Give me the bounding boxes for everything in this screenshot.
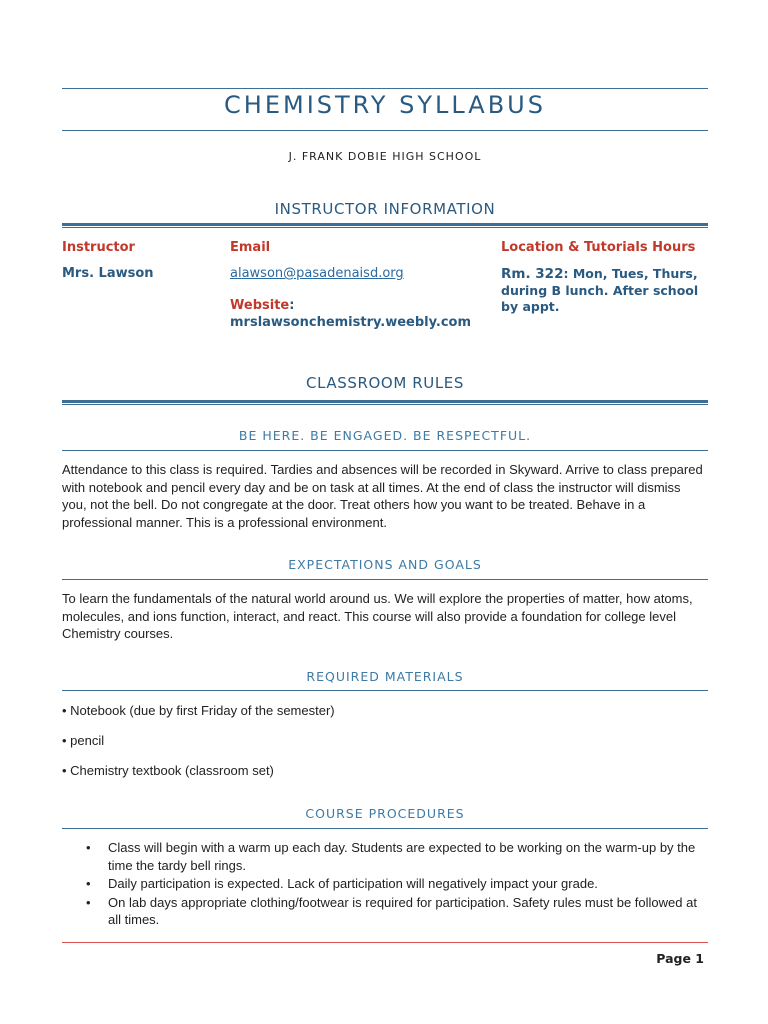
list-item xyxy=(62,894,708,929)
page-number: Page 1 xyxy=(656,951,704,966)
bullet: • xyxy=(86,876,91,891)
email-link[interactable]: alawson@pasadenaisd.org xyxy=(230,266,404,281)
website-label-colon: : xyxy=(289,298,295,313)
procedures-list xyxy=(62,839,708,930)
tutorial-hours: : Mon, Tues, Thurs, during B lunch. After school by appt. xyxy=(501,266,699,314)
material-item: • Chemistry textbook (classroom set) xyxy=(62,763,274,778)
list-item xyxy=(62,839,708,874)
website-url[interactable]: mrslawsonchemistry.weebly.com xyxy=(230,315,472,330)
document-title: CHEMISTRY SYLLABUS xyxy=(224,91,546,119)
expectations-heading: EXPECTATIONS AND GOALS xyxy=(288,557,482,572)
classroom-rules-heading: CLASSROOM RULES xyxy=(306,374,464,392)
material-item: • pencil xyxy=(62,733,105,748)
footer-rule xyxy=(62,942,708,943)
school-name: J. FRANK DOBIE HIGH SCHOOL xyxy=(288,150,482,163)
email-label: Email xyxy=(230,240,271,255)
rules-paragraph: Attendance to this class is required. Tardies and absences will be recorded in Skyward. Arrive to class prepared with notebook and pencil every day and be on task at all times. At the end of class the instructor will dismiss you, not the bell. Do not congregate at the door. Treat others how you want to be treated. Behave in a professional manner. This is a professional environment. xyxy=(62,462,703,530)
rules-motto-rule xyxy=(62,450,708,451)
location-hours xyxy=(501,266,711,316)
instructor-info-rule xyxy=(62,223,708,228)
location-label: Location & Tutorials Hours xyxy=(501,240,696,255)
room-number: Rm. 322 xyxy=(501,266,564,282)
procedures-heading: COURSE PROCEDURES xyxy=(305,806,465,821)
bullet: • xyxy=(86,894,91,910)
procedure-text: On lab days appropriate clothing/footwear is required for participation. Safety rules must be followed at all times. xyxy=(108,894,697,927)
bullet: • xyxy=(86,840,91,855)
syllabus-page xyxy=(62,0,708,1024)
materials-rule xyxy=(62,690,708,691)
classroom-rules-rule xyxy=(62,400,708,405)
title-bottom-rule xyxy=(62,130,708,131)
expectations-paragraph: To learn the fundamentals of the natural world around us. We will explore the properties of matter, how atoms, molecules, and ions function, interact, and react. This course will also provide a foundation for college level Chemistry courses. xyxy=(62,591,693,641)
instructor-info-heading: INSTRUCTOR INFORMATION xyxy=(274,200,496,218)
list-item xyxy=(62,875,708,893)
expectations-rule xyxy=(62,579,708,580)
instructor-name: Mrs. Lawson xyxy=(62,266,154,281)
procedure-text: Daily participation is expected. Lack of participation will negatively impact your grade. xyxy=(108,876,598,891)
procedures-rule xyxy=(62,828,708,829)
materials-heading: REQUIRED MATERIALS xyxy=(306,669,464,684)
procedure-text: Class will begin with a warm up each day. Students are expected to be working on the warm-up by the time the tardy bell rings. xyxy=(108,840,696,873)
material-item: • Notebook (due by first Friday of the semester) xyxy=(62,703,335,718)
website-label-text: Website xyxy=(230,298,290,313)
rules-motto: BE HERE. BE ENGAGED. BE RESPECTFUL. xyxy=(238,428,532,443)
instructor-label: Instructor xyxy=(62,240,135,255)
title-top-rule xyxy=(62,88,708,89)
website-label xyxy=(230,298,294,313)
